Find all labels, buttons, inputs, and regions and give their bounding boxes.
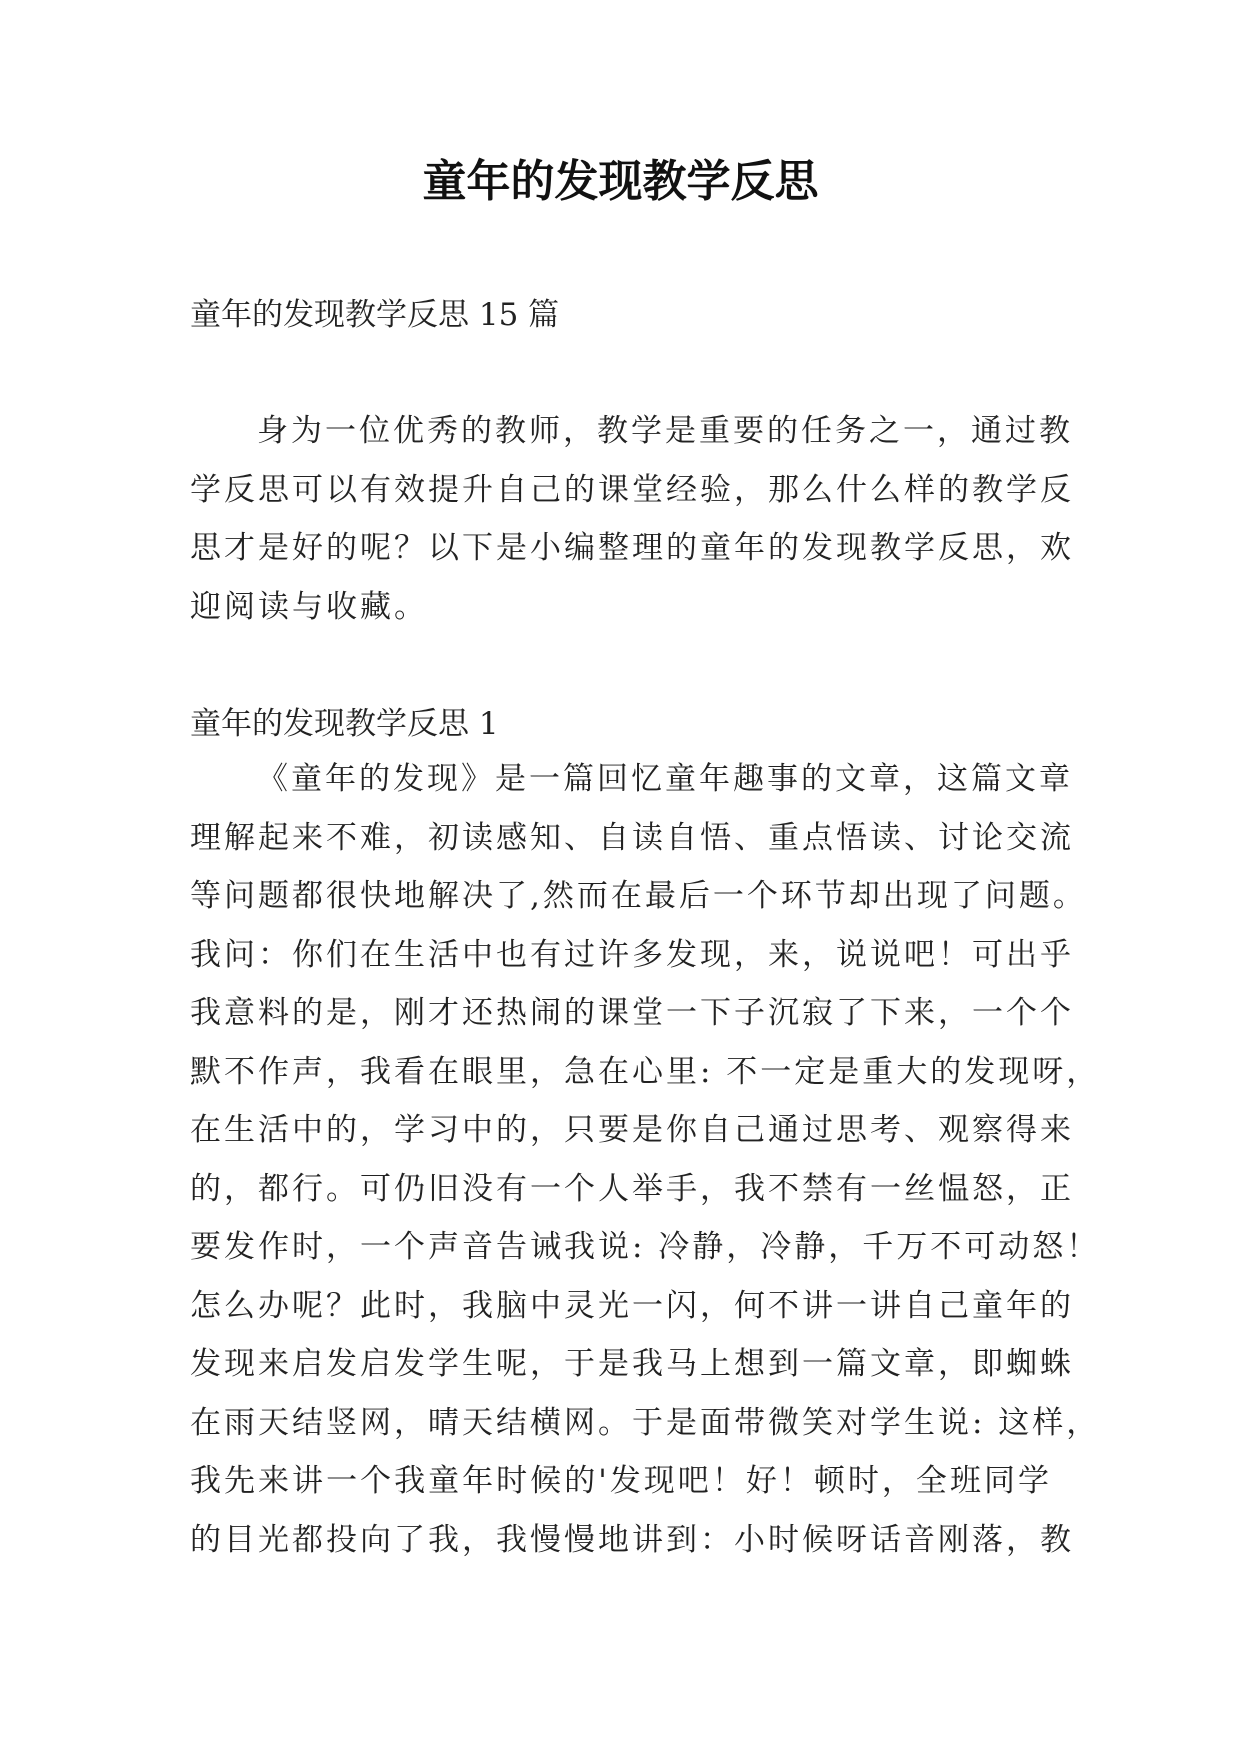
paragraph-line: 《童年的发现》是一篇回忆童年趣事的文章，这篇文章 [257,761,1073,797]
paragraph-line: 我先来讲一个我童年时候的'发现吧！好！顿时，全班同学 [190,1463,1052,1499]
paragraph-line: 理解起来不难，初读感知、自读自悟、重点悟读、讨论交流 [190,819,1074,856]
paragraph-line: 的，都行。可仍旧没有一个人举手，我不禁有一丝愠怒，正 [190,1170,1074,1207]
paragraph-line: 学反思可以有效提升自己的课堂经验，那么什么样的教学反 [190,471,1074,508]
paragraph-line: 思才是好的呢？以下是小编整理的童年的发现教学反思，欢 [190,530,1074,566]
paragraph-line: 发现来启发启发学生呢，于是我马上想到一篇文章，即蜘蛛 [190,1346,1074,1382]
intro-paragraph [190,402,1074,636]
paragraph-line: 怎么办呢？此时，我脑中灵光一闪，何不讲一讲自己童年的 [190,1287,1074,1324]
paragraph-line: 迎阅读与收藏。 [190,588,428,625]
paragraph-line: 的目光都投向了我，我慢慢地讲到：小时候呀话音刚落，教 [190,1521,1074,1558]
paragraph-line: 默不作声，我看在眼里，急在心里: 不一定是重大的发现呀， [190,1053,1101,1090]
paragraph-line: 在雨天结竖网，晴天结横网。于是面带微笑对学生说: 这样， [190,1404,1101,1441]
paragraph-line: 在生活中的，学习中的，只要是你自己通过思考、观察得来 [190,1112,1074,1148]
body-paragraph [190,750,1101,1569]
paragraph-line: 我意料的是，刚才还热闹的课堂一下子沉寂了下来，一个个 [190,995,1074,1031]
document-subtitle: 童年的发现教学反思 15 篇 [190,297,560,333]
document-title: 童年的发现教学反思 [422,156,819,207]
paragraph-line: 要发作时，一个声音告诫我说: 冷静，冷静，千万不可动怒！ [190,1229,1101,1265]
paragraph-line: 等问题都很快地解决了,然而在最后一个环节却出现了问题。 [190,878,1087,914]
paragraph-line: 我问：你们在生活中也有过许多发现，来，说说吧！可出乎 [190,936,1074,973]
section-heading: 童年的发现教学反思 1 [190,706,499,742]
paragraph-line: 身为一位优秀的教师，教学是重要的任务之一，通过教 [257,413,1073,449]
